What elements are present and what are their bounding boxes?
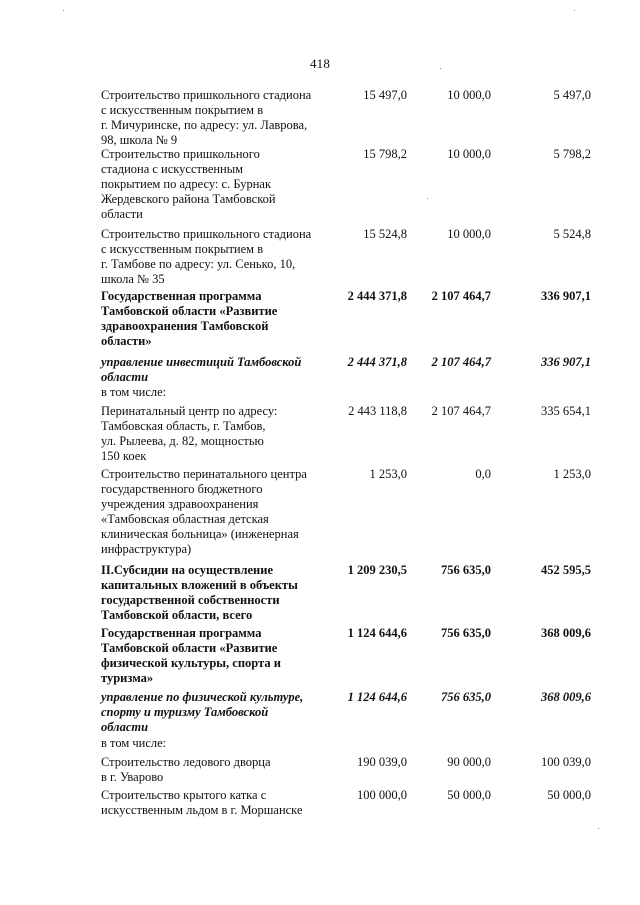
table-row	[101, 227, 591, 289]
table-row	[101, 626, 591, 690]
federal-value: 10 000,0	[447, 227, 491, 241]
page-number: 418	[309, 56, 331, 71]
regional-value: 1 253,0	[553, 467, 591, 481]
total-value: 190 039,0	[357, 755, 407, 769]
row-label: II.Субсидии на осуществление капитальных вложений в объекты государственной собственности Тамбовской области, всего	[101, 563, 298, 622]
scan-speck	[63, 10, 64, 11]
row-label: в том числе:	[101, 385, 167, 399]
table-row	[101, 755, 591, 788]
scan-speck	[427, 198, 428, 199]
federal-value: 10 000,0	[447, 88, 491, 102]
total-value: 2 444 371,8	[347, 355, 407, 369]
total-value: 2 443 118,8	[348, 404, 407, 418]
regional-value: 368 009,6	[541, 626, 591, 640]
table-row	[101, 147, 591, 227]
regional-value: 5 497,0	[553, 88, 591, 102]
row-label: управление инвестиций Тамбовской области	[101, 355, 302, 384]
regional-value: 335 654,1	[541, 404, 591, 418]
federal-value: 50 000,0	[447, 788, 491, 802]
row-label: Строительство крытого катка с искусственным льдом в г. Моршанске	[101, 788, 303, 817]
total-value: 1 124 644,6	[347, 626, 407, 640]
scan-speck	[598, 828, 599, 829]
table-row	[101, 404, 591, 467]
total-value: 15 524,8	[363, 227, 407, 241]
table-row	[101, 467, 591, 563]
table-row	[101, 563, 591, 626]
table-row	[101, 788, 591, 822]
regional-value: 5 524,8	[553, 227, 591, 241]
regional-value: 336 907,1	[541, 355, 591, 369]
row-label: Строительство пришкольного стадиона с искусственным покрытием в г. Тамбове по адресу: ул. Сенько, 10, школа № 35	[101, 227, 312, 286]
row-label: в том числе:	[101, 736, 167, 750]
table-row	[101, 690, 591, 736]
row-label: Строительство пришкольного стадиона с искусственным покрытием по адресу: с. Бурнак Жердевского района Тамбовской области	[101, 147, 276, 221]
regional-value: 336 907,1	[541, 289, 591, 303]
federal-value: 2 107 464,7	[431, 355, 491, 369]
row-label: Строительство пришкольного стадиона с искусственным покрытием в г. Мичуринске, по адресу: ул. Лаврова, 98, школа № 9	[101, 88, 312, 147]
federal-value: 756 635,0	[441, 563, 491, 577]
row-label: Строительство перинатального центра государственного бюджетного учреждения здравоохранения «Тамбовская областная детская клиническая больница» (инженерная инфраструктура)	[101, 467, 307, 556]
federal-value: 756 635,0	[441, 690, 491, 704]
table-row	[101, 385, 591, 404]
total-value: 1 209 230,5	[347, 563, 407, 577]
total-value: 15 798,2	[363, 147, 407, 161]
federal-value: 756 635,0	[441, 626, 491, 640]
federal-value: 10 000,0	[447, 147, 491, 161]
row-label: Государственная программа Тамбовской области «Развитие физической культуры, спорта и туризма»	[101, 626, 281, 685]
table-row	[101, 736, 591, 755]
total-value: 1 124 644,6	[347, 690, 407, 704]
total-value: 1 253,0	[369, 467, 407, 481]
table-row	[101, 355, 591, 385]
regional-value: 100 039,0	[541, 755, 591, 769]
regional-value: 5 798,2	[553, 147, 591, 161]
row-label: Государственная программа Тамбовской области «Развитие здравоохранения Тамбовской области»	[101, 289, 278, 348]
regional-value: 50 000,0	[547, 788, 591, 802]
total-value: 2 444 371,8	[347, 289, 407, 303]
scan-speck	[574, 10, 575, 11]
table-row	[101, 88, 591, 147]
table-row	[101, 289, 591, 355]
federal-value: 2 107 464,7	[431, 289, 491, 303]
total-value: 15 497,0	[363, 88, 407, 102]
scan-speck	[440, 68, 441, 69]
row-label: Строительство ледового дворца в г. Уварово	[101, 755, 271, 784]
row-label: Перинатальный центр по адресу: Тамбовская область, г. Тамбов, ул. Рылеева, д. 82, мощностью 150 коек	[101, 404, 278, 463]
total-value: 100 000,0	[357, 788, 407, 802]
federal-value: 2 107 464,7	[431, 404, 491, 418]
budget-table	[101, 88, 591, 822]
federal-value: 90 000,0	[447, 755, 491, 769]
row-label: управление по физической культуре, спорту и туризму Тамбовской области	[101, 690, 304, 734]
federal-value: 0,0	[475, 467, 491, 481]
regional-value: 452 595,5	[541, 563, 591, 577]
regional-value: 368 009,6	[541, 690, 591, 704]
